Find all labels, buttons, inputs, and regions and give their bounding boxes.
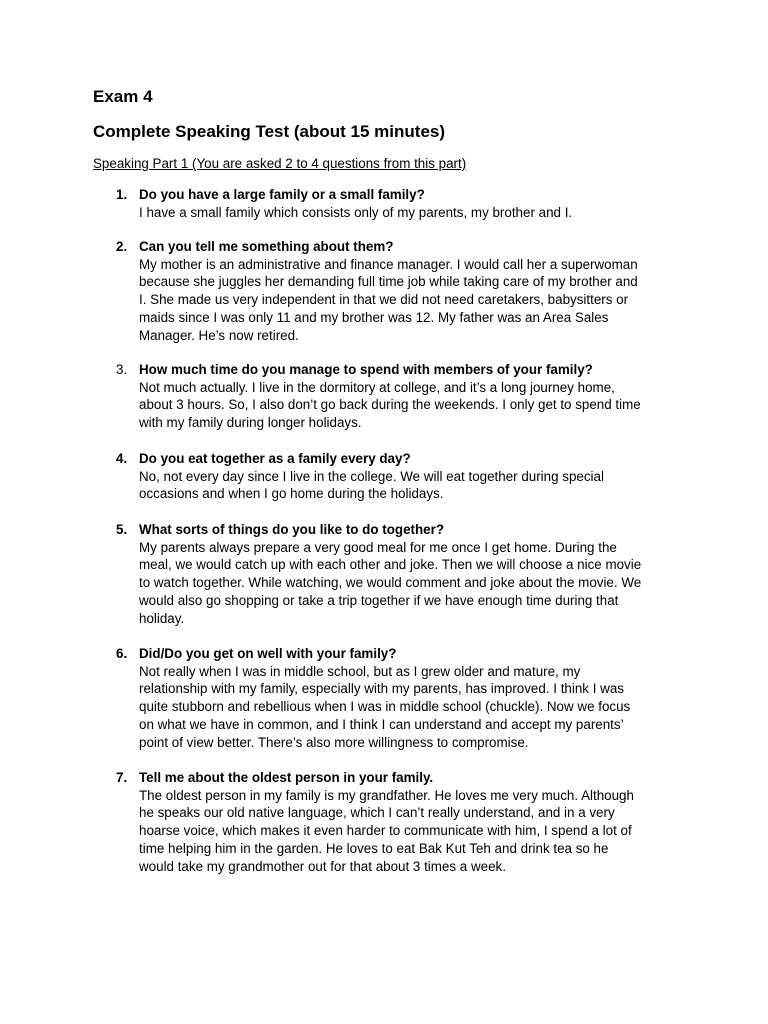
question-number: 7. <box>116 770 128 785</box>
answer-line: Manager. He’s now retired. <box>139 327 299 343</box>
answer-line: No, not every day since I live in the college. We will eat together during special <box>139 468 604 484</box>
answer-line: on what we have in common, and I think I can understand and accept my parents’ <box>139 716 624 732</box>
answer-line: Not much actually. I live in the dormitory at college, and it’s a long journey home, <box>139 379 615 395</box>
section-heading: Speaking Part 1 (You are asked 2 to 4 questions from this part) <box>93 156 467 171</box>
answer-text <box>139 256 679 345</box>
answer-line: hoarse voice, which makes it even harder to communicate with him, I spend a lot of <box>139 823 632 839</box>
answer-line: My mother is an administrative and finance manager. I would call her a superwoman <box>139 256 638 272</box>
answer-line: about 3 hours. So, I also don’t go back during the weekends. I only get to spend time <box>139 397 641 413</box>
answer-line: relationship with my family, especially with my parents, has improved. I think I was <box>139 681 624 697</box>
answer-text <box>139 468 679 503</box>
question-text: Do you have a large family or a small family? <box>139 187 425 202</box>
answer-line: maids since I was only 11 and my brother was 12. My father was an Area Sales <box>139 309 609 325</box>
answer-line: quite stubborn and rebellious when I was in middle school (chuckle). Now we focus <box>139 699 631 715</box>
answer-line: with my family during longer holidays. <box>139 415 362 431</box>
question-number: 6. <box>116 646 128 661</box>
answer-line: he speaks our old native language, which I can’t really understand, and in a very <box>139 805 615 821</box>
question-text: Can you tell me something about them? <box>139 239 394 254</box>
answer-line: The oldest person in my family is my grandfather. He loves me very much. Although <box>139 787 634 803</box>
answer-line: I have a small family which consists only of my parents, my brother and I. <box>139 204 573 220</box>
answer-line: would take my grandmother out for that about 3 times a week. <box>139 858 506 874</box>
question-text: What sorts of things do you like to do together? <box>139 522 444 537</box>
answer-line: point of view better. There’s also more willingness to compromise. <box>139 734 529 750</box>
question-number: 2. <box>116 239 128 254</box>
answer-text <box>139 787 679 876</box>
answer-line: holiday. <box>139 610 185 626</box>
answer-line: Not really when I was in middle school, but as I grew older and mature, my <box>139 663 581 679</box>
answer-text <box>139 663 679 752</box>
answer-line: occasions and when I go home during the holidays. <box>139 486 444 502</box>
question-number: 1. <box>116 187 128 202</box>
question-number: 3. <box>116 362 128 377</box>
answer-line: I. She made us very independent in that we did not need caretakers, babysitters or <box>139 292 629 308</box>
exam-title: Exam 4 <box>93 87 153 106</box>
answer-text <box>139 379 679 432</box>
question-text: How much time do you manage to spend with members of your family? <box>139 362 593 377</box>
question-text: Tell me about the oldest person in your family. <box>139 770 434 785</box>
question-text: Did/Do you get on well with your family? <box>139 646 397 661</box>
answer-line: meal, we would catch up with each other and joke. Then we will choose a nice movie <box>139 557 642 573</box>
test-title: Complete Speaking Test (about 15 minutes) <box>93 122 446 141</box>
answer-line: because she juggles her demanding full time job while taking care of my brother and <box>139 274 638 290</box>
question-number: 5. <box>116 522 128 537</box>
answer-text <box>139 204 679 222</box>
answer-line: would also go shopping or take a trip together if we have enough time during that <box>139 592 619 608</box>
question-number: 4. <box>116 451 128 466</box>
question-text: Do you eat together as a family every day? <box>139 451 411 466</box>
answer-line: to watch together. While watching, we would comment and joke about the movie. We <box>139 575 642 591</box>
answer-text <box>139 539 679 628</box>
answer-line: time helping him in the garden. He loves to eat Bak Kut Teh and drink tea so he <box>139 840 609 856</box>
answer-line: My parents always prepare a very good meal for me once I get home. During the <box>139 539 617 555</box>
